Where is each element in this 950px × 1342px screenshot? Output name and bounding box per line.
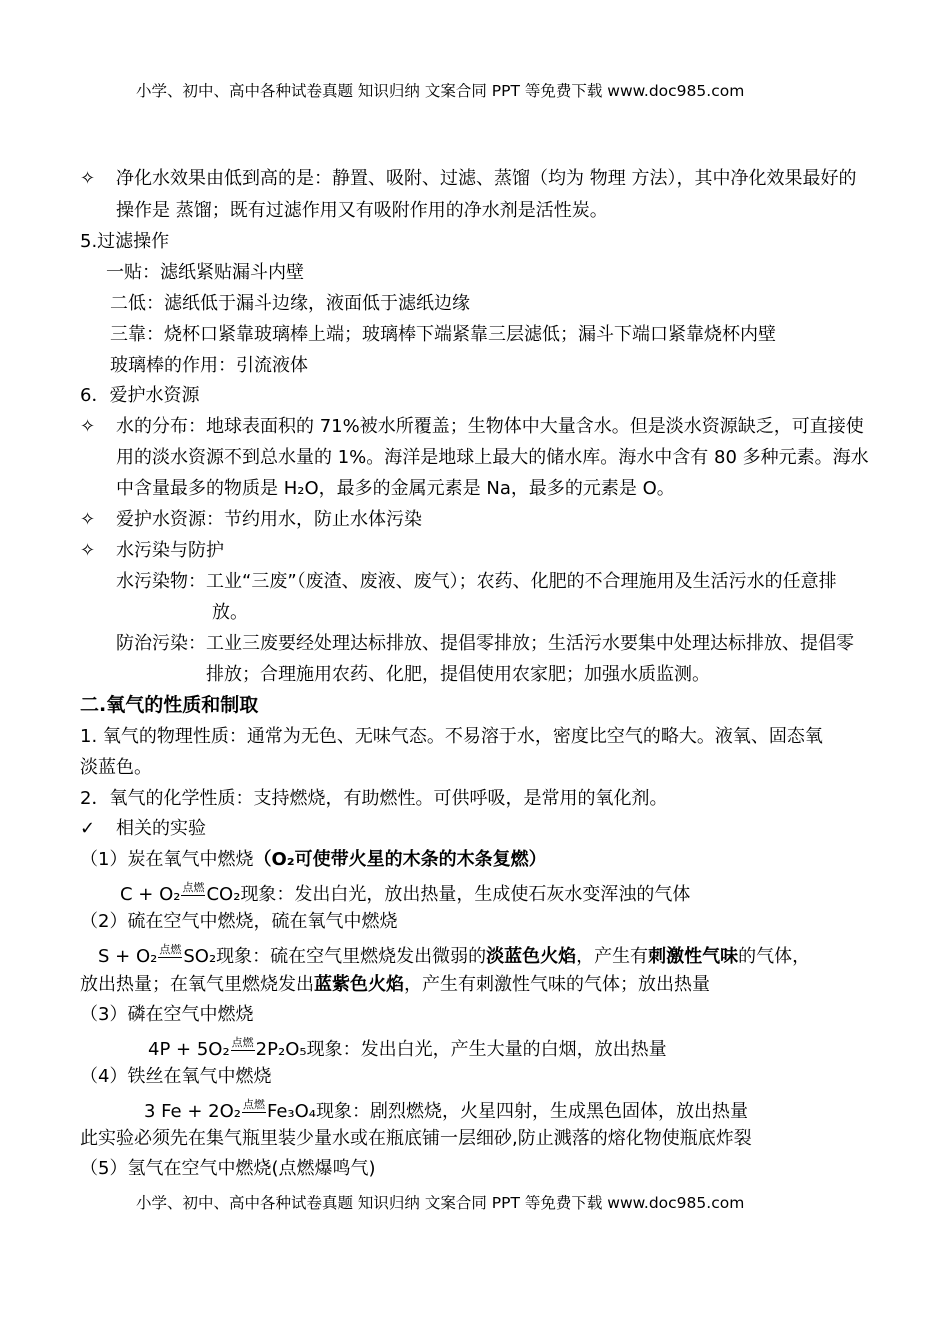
water-pollutants-2: 放。 (212, 602, 248, 623)
exp4-lhs: 3 Fe + 2O₂ (144, 1101, 241, 1122)
exp1-title-bold: （O₂可使带火星的木条的木条复燃） (253, 849, 547, 870)
filter-rod: 玻璃棒的作用：引流液体 (110, 355, 308, 376)
exp4-title: （4）铁丝在氧气中燃烧 (80, 1066, 272, 1087)
exp1-title (80, 849, 547, 871)
exp2-p3: 的气体， (738, 946, 811, 967)
exp1-lhs: C + O₂ (120, 884, 181, 905)
exp4-rhs: Fe₃O₄ (266, 1101, 317, 1122)
check-icon: ✓ (80, 818, 96, 839)
condition-ignite: 点燃 (159, 943, 182, 956)
page-footer: 小学、初中、高中各种试卷真题 知识归纳 文案合同 PPT 等免费下载 www.doc985.com (136, 1194, 745, 1212)
exp3-phenomenon: 现象：发出白光，产生大量的白烟，放出热量 (306, 1039, 667, 1060)
section-title-oxygen: 二.氧气的性质和制取 (80, 694, 259, 716)
oxygen-physical-2: 淡蓝色。 (80, 757, 152, 778)
exp1-title-text: （1）炭在氧气中燃烧 (80, 849, 254, 870)
filter-title: 5.过滤操作 (80, 231, 170, 252)
filter-san: 三靠：烧杯口紧靠玻璃棒上端；玻璃棒下端紧靠三层滤低；漏斗下端口紧靠烧杯内壁 (110, 324, 776, 345)
exp4-equation (144, 1099, 748, 1123)
water-pollutants-1: 水污染物：工业“三废”（废渣、废液、废气）；农药、化肥的不合理施用及生活污水的任意排 (116, 571, 837, 592)
exp2-lhs: S + O₂ (98, 946, 158, 967)
exp2-p5: ，产生有刺激性气味的气体；放出热量 (404, 974, 710, 995)
exp2-line-2 (80, 974, 710, 996)
exp3-title: （3）磷在空气中燃烧 (80, 1004, 254, 1025)
exp2-p2-bold: 刺激性气味 (648, 946, 739, 967)
water-pollution-title: 水污染与防护 (116, 540, 224, 561)
exp1-phenomenon: 现象：发出白光，放出热量，生成使石灰水变浑浊的气体 (240, 884, 691, 905)
exp2-p4: 放出热量；在氧气里燃烧发出 (80, 974, 314, 995)
water-protect: 爱护水资源：节约用水，防止水体污染 (116, 509, 422, 530)
water-dist-1: 水的分布：地球表面积的 71%被水所覆盖；生物体中大量含水。但是淡水资源缺乏，可直接使 (116, 416, 864, 437)
bullet-icon: ✧ (80, 540, 96, 561)
purify-line-2: 操作是 蒸馏；既有过滤作用又有吸附作用的净水剂是活性炭。 (116, 200, 608, 221)
exp4-note: 此实验必须先在集气瓶里装少量水或在瓶底铺一层细砂,防止溅落的熔化物使瓶底炸裂 (80, 1128, 752, 1149)
condition-ignite: 点燃 (242, 1098, 265, 1111)
exp2-p4-bold: 蓝紫色火焰 (314, 974, 404, 995)
water-dist-2: 用的淡水资源不到总水量的 1%。海洋是地球上最大的储水库。海水中含有 80 多种元素。海水 (116, 447, 869, 468)
bullet-icon: ✧ (80, 168, 96, 189)
exp4-phenomenon: 现象：剧烈燃烧，火星四射，生成黑色固体，放出热量 (316, 1101, 749, 1122)
bullet-icon: ✧ (80, 509, 96, 530)
experiments-title: 相关的实验 (116, 818, 206, 839)
exp2-p1-bold: 淡蓝色火焰 (486, 946, 577, 967)
page-header: 小学、初中、高中各种试卷真题 知识归纳 文案合同 PPT 等免费下载 www.doc985.com (136, 82, 745, 100)
oxygen-chemical: 2．氧气的化学性质：支持燃烧，有助燃性。可供呼吸，是常用的氧化剂。 (80, 788, 668, 809)
filter-yi: 一贴：滤纸紧贴漏斗内壁 (106, 262, 304, 283)
condition-ignite: 点燃 (182, 881, 205, 894)
exp3-lhs: 4P + 5O₂ (148, 1039, 230, 1060)
exp5-title: （5）氢气在空气中燃烧(点燃爆鸣气) (80, 1158, 376, 1179)
oxygen-physical-1: 1. 氧气的物理性质：通常为无色、无味气态。不易溶于水，密度比空气的略大。液氧、固态氧 (80, 726, 823, 747)
exp2-equation (98, 944, 810, 968)
exp1-rhs: CO₂ (206, 884, 241, 905)
exp2-rhs: SO₂ (183, 946, 217, 967)
exp2-title: （2）硫在空气中燃烧，硫在氧气中燃烧 (80, 911, 398, 932)
filter-er: 二低：滤纸低于漏斗边缘，液面低于滤纸边缘 (110, 293, 470, 314)
bullet-icon: ✧ (80, 416, 96, 437)
exp1-equation (120, 882, 690, 906)
exp2-p2: ，产生有 (576, 946, 649, 967)
exp2-p1: 现象：硫在空气里燃烧发出微弱的 (216, 946, 487, 967)
condition-ignite: 点燃 (231, 1036, 254, 1049)
water-title: 6．爱护水资源 (80, 385, 200, 406)
water-prevent-2: 排放；合理施用农药、化肥，提倡使用农家肥；加强水质监测。 (206, 664, 710, 685)
purify-line-1: 净化水效果由低到高的是：静置、吸附、过滤、蒸馏（均为 物理 方法），其中净化效果最好的 (116, 168, 857, 189)
water-prevent-1: 防治污染：工业三废要经处理达标排放、提倡零排放；生活污水要集中处理达标排放、提倡零 (116, 633, 854, 654)
exp3-rhs: 2P₂O₅ (255, 1039, 307, 1060)
water-dist-3: 中含量最多的物质是 H₂O，最多的金属元素是 Na，最多的元素是 O。 (116, 478, 675, 499)
exp3-equation (148, 1037, 667, 1061)
